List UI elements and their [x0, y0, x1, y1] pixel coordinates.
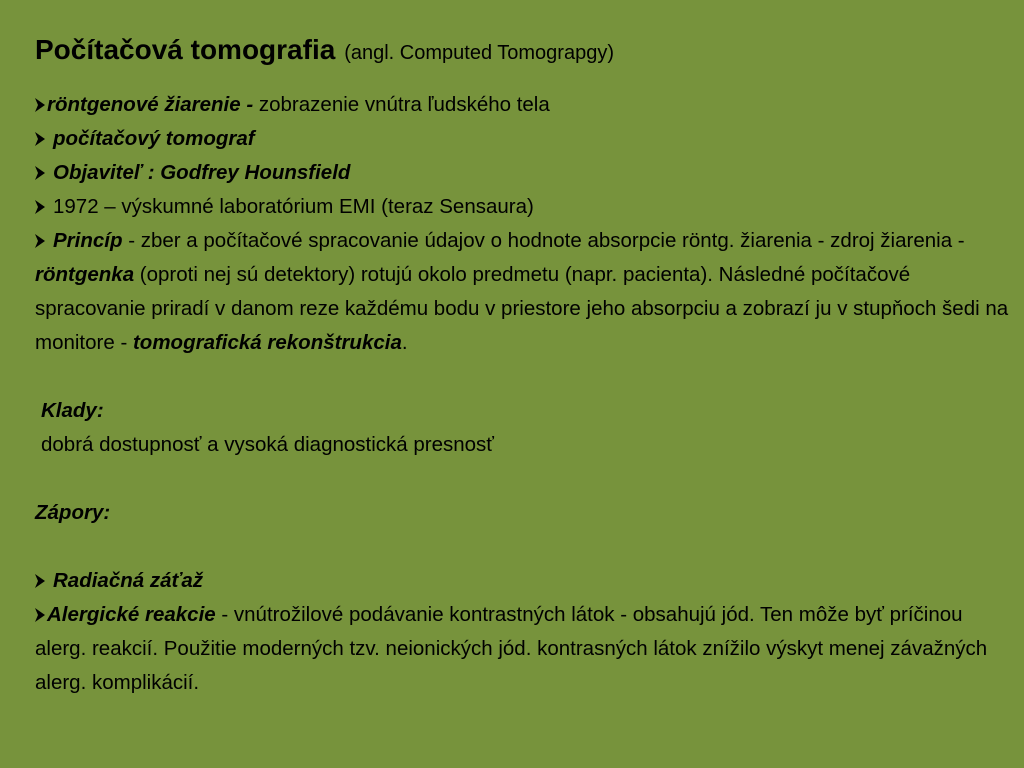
- pros-text: [35, 428, 1010, 462]
- bullet-radiation: [35, 564, 1010, 598]
- bullet-xray: [35, 88, 1010, 122]
- arrowhead-bullet-icon: [35, 234, 45, 248]
- spacer: [35, 360, 1010, 394]
- slide-body: [35, 88, 1010, 700]
- spacer: [35, 530, 1010, 564]
- bullet-text-end: .: [401, 331, 408, 354]
- bullet-allergic: [35, 598, 1010, 700]
- bullet-ct-scanner: [35, 122, 1010, 156]
- title-main: Počítačová tomografia: [35, 34, 336, 65]
- bullet-text: - vnútrožilové podávanie kontrastných látok - obsahujú jód. Ten môže byť príčinou alerg. reakcií. Použitie moderných tzv. neionických jód. kontrasných látok znížilo výskyt menej závažných alerg. komplikácií.: [35, 603, 988, 694]
- bullet-year: [35, 190, 1010, 224]
- bullet-principle: [35, 224, 1010, 360]
- arrowhead-bullet-icon: [35, 608, 45, 622]
- bullet-text: (oproti nej sú detektory) rotujú okolo predmetu (napr. pacienta). Následné počítačové spracovanie priradí v danom reze každému bodu v priestore jeho absorpciu a zobrazí ju v stupňoch šedi na monitore -: [35, 263, 1009, 354]
- arrowhead-bullet-icon: [35, 200, 45, 214]
- bullet-term: Alergické reakcie: [47, 603, 216, 626]
- slide-title: [35, 28, 1010, 68]
- title-subtitle: (angl. Computed Tomograpgy): [344, 42, 614, 64]
- bullet-discoverer: [35, 156, 1010, 190]
- bullet-term: Objaviteľ : Godfrey Hounsfield: [53, 161, 351, 184]
- arrowhead-bullet-icon: [35, 574, 45, 588]
- slide: [35, 28, 1010, 700]
- bullet-term: Radiačná záťaž: [53, 569, 203, 592]
- arrowhead-bullet-icon: [35, 98, 45, 112]
- bullet-term: röntgenové žiarenie -: [47, 93, 254, 116]
- bullet-text: zobrazenie vnútra ľudského tela: [253, 93, 550, 116]
- arrowhead-bullet-icon: [35, 166, 45, 180]
- cons-heading: [35, 496, 1010, 530]
- bullet-term: počítačový tomograf: [53, 127, 255, 150]
- bullet-term-reconstruction: tomografická rekonštrukcia: [132, 331, 402, 354]
- bullet-term-xray-tube: röntgenka: [35, 263, 135, 286]
- arrowhead-bullet-icon: [35, 132, 45, 146]
- bullet-text: - zber a počítačové spracovanie údajov o hodnote absorpcie röntg. žiarenia - zdroj žiarenia -: [122, 229, 965, 252]
- spacer: [35, 462, 1010, 496]
- cons-heading-text: Zápory:: [35, 501, 111, 524]
- bullet-term: Princíp: [53, 229, 123, 252]
- pros-heading: [35, 394, 1010, 428]
- bullet-text: 1972 – výskumné laboratórium EMI (teraz Sensaura): [53, 195, 534, 218]
- pros-heading-text: Klady:: [41, 399, 104, 422]
- pros-text-content: dobrá dostupnosť a vysoká diagnostická presnosť: [41, 433, 494, 456]
